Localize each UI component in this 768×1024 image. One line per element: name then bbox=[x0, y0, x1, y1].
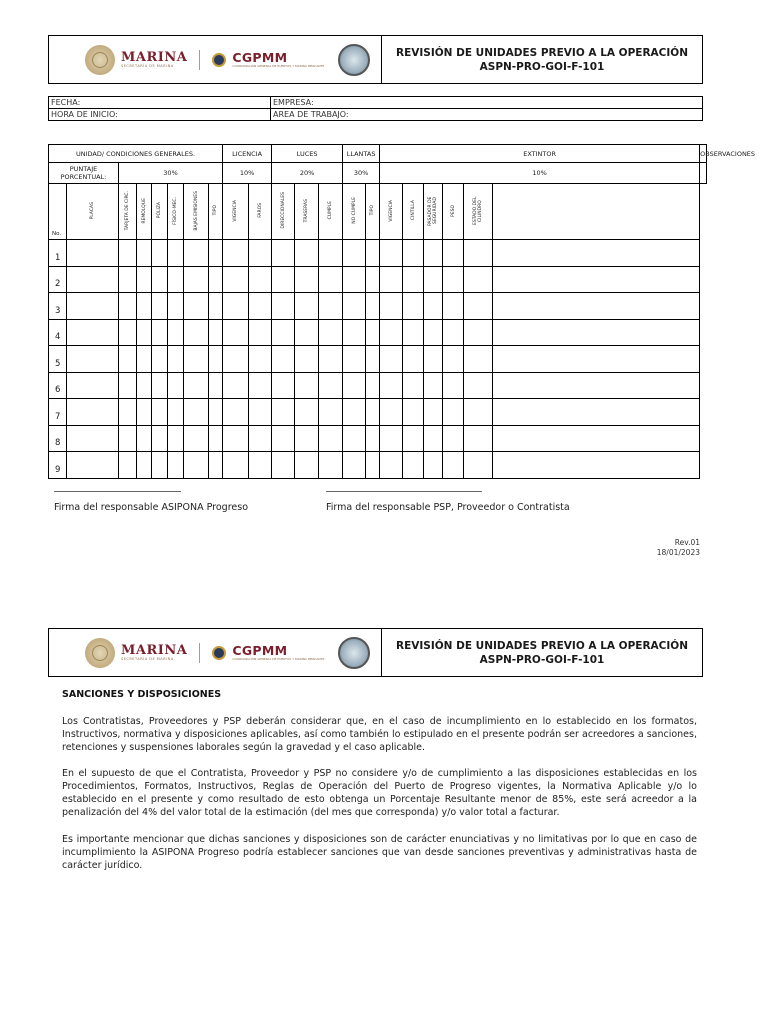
table-cell[interactable] bbox=[380, 452, 403, 479]
table-cell[interactable] bbox=[424, 346, 443, 373]
table-cell[interactable] bbox=[295, 240, 319, 267]
table-cell[interactable] bbox=[443, 399, 464, 426]
table-cell[interactable] bbox=[464, 452, 493, 479]
subheader-observaciones-blank bbox=[493, 184, 700, 240]
subheader-tipo-licencia: TIPO bbox=[209, 184, 223, 240]
table-cell[interactable] bbox=[184, 346, 209, 373]
revision-info bbox=[657, 538, 700, 558]
area-trabajo-field[interactable]: AREA DE TRABAJO: bbox=[271, 109, 703, 121]
table-cell[interactable] bbox=[443, 346, 464, 373]
table-cell[interactable] bbox=[249, 319, 272, 346]
table-cell[interactable] bbox=[168, 452, 184, 479]
table-cell[interactable] bbox=[119, 240, 137, 267]
table-cell[interactable] bbox=[343, 452, 366, 479]
table-cell[interactable] bbox=[209, 452, 223, 479]
table-cell[interactable] bbox=[209, 399, 223, 426]
document-title bbox=[382, 36, 702, 83]
table-cell[interactable] bbox=[319, 293, 343, 320]
signature-line-asipona bbox=[54, 491, 181, 492]
table-row bbox=[49, 372, 707, 399]
table-cell[interactable] bbox=[223, 399, 249, 426]
table-cell[interactable] bbox=[152, 452, 168, 479]
table-cell[interactable] bbox=[209, 372, 223, 399]
subheader-direccionales: DIRECCIONALES bbox=[272, 184, 295, 240]
table-cell[interactable] bbox=[137, 346, 152, 373]
table-cell[interactable] bbox=[67, 293, 119, 320]
pct-luces: 20% bbox=[272, 163, 343, 184]
table-cell[interactable] bbox=[343, 240, 366, 267]
table-cell[interactable] bbox=[366, 293, 380, 320]
title-line-1: REVISIÓN DE UNIDADES PREVIO A LA OPERACIÓN bbox=[396, 639, 688, 652]
table-cell[interactable] bbox=[184, 293, 209, 320]
table-cell[interactable] bbox=[295, 372, 319, 399]
table-cell[interactable] bbox=[168, 425, 184, 452]
table-cell[interactable] bbox=[295, 346, 319, 373]
table-cell[interactable] bbox=[272, 452, 295, 479]
subheader-no-cumple: NO CUMPLE bbox=[343, 184, 366, 240]
table-cell[interactable] bbox=[223, 346, 249, 373]
table-cell[interactable] bbox=[67, 346, 119, 373]
table-cell[interactable] bbox=[403, 425, 424, 452]
table-cell[interactable] bbox=[295, 266, 319, 293]
table-cell[interactable] bbox=[493, 346, 700, 373]
title-code: ASPN-PRO-GOI-F-101 bbox=[479, 653, 605, 666]
category-licencia: LICENCIA bbox=[223, 145, 272, 163]
category-extintor: EXTINTOR bbox=[380, 145, 700, 163]
table-cell[interactable] bbox=[119, 372, 137, 399]
marina-brand: MARINA bbox=[121, 642, 188, 658]
table-cell[interactable] bbox=[152, 346, 168, 373]
table-row bbox=[49, 266, 707, 293]
table-cell[interactable] bbox=[223, 372, 249, 399]
document-title-2 bbox=[382, 629, 702, 676]
table-row bbox=[49, 240, 707, 267]
category-llantas: LLANTAS bbox=[343, 145, 380, 163]
table-cell[interactable] bbox=[67, 240, 119, 267]
logo-divider bbox=[199, 643, 200, 663]
table-cell[interactable] bbox=[272, 319, 295, 346]
table-cell[interactable] bbox=[137, 319, 152, 346]
pct-llantas: 30% bbox=[343, 163, 380, 184]
table-cell[interactable] bbox=[152, 319, 168, 346]
table-cell[interactable] bbox=[424, 452, 443, 479]
sanctions-paragraph-2: En el supuesto de que el Contratista, Proveedor y PSP no considere y/o de cumplimiento a las disposiciones establecidas en los Procedimientos, Formatos, Instructivos, Reglas de Operación del Puerto de Progreso vigentes, la Normativa Aplicable y/o lo establecido en el presente y como resultado de esto obtenga un Porcentaje Resultante menor de 85%, este será acreedor a la penalización del 4% del valor total de la estimación (del mes que corresponda) y/o valor total a facturar. bbox=[62, 768, 697, 818]
table-cell[interactable] bbox=[380, 240, 403, 267]
table-cell[interactable] bbox=[249, 399, 272, 426]
logo-strip-2 bbox=[49, 629, 382, 676]
table-cell[interactable] bbox=[223, 452, 249, 479]
table-cell[interactable] bbox=[249, 293, 272, 320]
table-cell[interactable] bbox=[343, 372, 366, 399]
table-cell[interactable] bbox=[295, 399, 319, 426]
table-cell[interactable] bbox=[464, 319, 493, 346]
pct-licencia: 10% bbox=[223, 163, 272, 184]
table-cell[interactable] bbox=[319, 399, 343, 426]
row-number: 2 bbox=[49, 266, 67, 293]
logo-strip bbox=[49, 36, 382, 83]
inspection-table bbox=[48, 144, 756, 479]
table-cell[interactable] bbox=[184, 240, 209, 267]
table-cell[interactable] bbox=[443, 372, 464, 399]
subheader-poliza: PÓLIZA bbox=[152, 184, 168, 240]
table-cell[interactable] bbox=[493, 399, 700, 426]
table-cell[interactable] bbox=[137, 399, 152, 426]
sanctions-title: SANCIONES Y DISPOSICIONES bbox=[62, 689, 222, 700]
table-cell[interactable] bbox=[152, 240, 168, 267]
table-cell[interactable] bbox=[223, 319, 249, 346]
table-cell[interactable] bbox=[464, 346, 493, 373]
table-cell[interactable] bbox=[319, 425, 343, 452]
mexico-seal-icon bbox=[85, 45, 115, 75]
table-cell[interactable] bbox=[343, 293, 366, 320]
hora-inicio-field[interactable]: HORA DE INICIO: bbox=[49, 109, 271, 121]
subheader-bajas-emisiones: BAJAS EMISIONES bbox=[184, 184, 209, 240]
table-cell[interactable] bbox=[184, 399, 209, 426]
info-table bbox=[48, 96, 703, 121]
page1-header bbox=[48, 35, 703, 84]
table-cell[interactable] bbox=[119, 266, 137, 293]
cgpmm-subtitle: COORDINACIÓN GENERAL DE PUERTOS Y MARINA MERCANTE bbox=[232, 657, 325, 661]
no-label: No. bbox=[52, 231, 62, 237]
subheader-vigencia-licencia: VIGENCIA bbox=[223, 184, 249, 240]
subheader-fisico-mec: FÍSICO-MEC. bbox=[168, 184, 184, 240]
row-number: 4 bbox=[49, 319, 67, 346]
table-cell[interactable] bbox=[209, 346, 223, 373]
logo-divider bbox=[199, 50, 200, 70]
row-number: 3 bbox=[49, 293, 67, 320]
table-cell[interactable] bbox=[152, 293, 168, 320]
subheader-remolque: REMOLQUE bbox=[137, 184, 152, 240]
table-cell[interactable] bbox=[168, 399, 184, 426]
table-cell[interactable] bbox=[493, 266, 700, 293]
fecha-field[interactable]: FECHA: bbox=[49, 97, 271, 109]
table-cell[interactable] bbox=[493, 425, 700, 452]
table-cell[interactable] bbox=[249, 266, 272, 293]
table-cell[interactable] bbox=[319, 346, 343, 373]
table-cell[interactable] bbox=[319, 372, 343, 399]
table-cell[interactable] bbox=[443, 452, 464, 479]
table-cell[interactable] bbox=[223, 425, 249, 452]
table-cell[interactable] bbox=[464, 293, 493, 320]
signature-label-psp: Firma del responsable PSP, Proveedor o Contratista bbox=[326, 502, 570, 513]
table-cell[interactable] bbox=[137, 240, 152, 267]
table-cell[interactable] bbox=[464, 372, 493, 399]
table-cell[interactable] bbox=[366, 240, 380, 267]
table-cell[interactable] bbox=[168, 346, 184, 373]
subheader-cumple: CUMPLE bbox=[319, 184, 343, 240]
table-cell[interactable] bbox=[403, 346, 424, 373]
table-cell[interactable] bbox=[295, 293, 319, 320]
table-cell[interactable] bbox=[272, 372, 295, 399]
subheader-pasador: PASADOR DE SEGURIDAD bbox=[424, 184, 443, 240]
table-cell[interactable] bbox=[67, 266, 119, 293]
table-cell[interactable] bbox=[464, 266, 493, 293]
row-number: 8 bbox=[49, 425, 67, 452]
table-cell[interactable] bbox=[272, 346, 295, 373]
table-cell[interactable] bbox=[403, 319, 424, 346]
table-cell[interactable] bbox=[295, 452, 319, 479]
table-cell[interactable] bbox=[343, 425, 366, 452]
table-cell[interactable] bbox=[137, 425, 152, 452]
table-cell[interactable] bbox=[493, 293, 700, 320]
table-cell[interactable] bbox=[209, 425, 223, 452]
table-cell[interactable] bbox=[168, 319, 184, 346]
table-cell[interactable] bbox=[319, 319, 343, 346]
table-cell[interactable] bbox=[119, 319, 137, 346]
table-cell[interactable] bbox=[424, 372, 443, 399]
table-cell[interactable] bbox=[272, 425, 295, 452]
table-cell[interactable] bbox=[249, 452, 272, 479]
table-cell[interactable] bbox=[464, 399, 493, 426]
table-cell[interactable] bbox=[493, 372, 700, 399]
table-cell[interactable] bbox=[464, 240, 493, 267]
table-cell[interactable] bbox=[249, 240, 272, 267]
table-cell[interactable] bbox=[424, 266, 443, 293]
table-cell[interactable] bbox=[380, 293, 403, 320]
mexico-seal-icon bbox=[85, 638, 115, 668]
table-cell[interactable] bbox=[223, 293, 249, 320]
sanctions-paragraph-3: Es importante mencionar que dichas sanciones y disposiciones son de carácter enunciativas y no limitativas por lo que en caso de incumplimiento la ASIPONA Progreso podría establecer sanciones que van desde sanciones preventivas y administrativas hasta de carácter jurídico. bbox=[62, 834, 697, 871]
row-number: 9 bbox=[49, 452, 67, 479]
marina-subtitle: SECRETARÍA DE MARINA bbox=[121, 63, 174, 68]
table-cell[interactable] bbox=[380, 399, 403, 426]
table-cell[interactable] bbox=[343, 399, 366, 426]
marina-logo bbox=[121, 51, 187, 69]
table-cell[interactable] bbox=[137, 293, 152, 320]
table-cell[interactable] bbox=[184, 266, 209, 293]
marina-logo-2 bbox=[121, 644, 187, 662]
table-cell[interactable] bbox=[366, 319, 380, 346]
table-cell[interactable] bbox=[366, 399, 380, 426]
table-cell[interactable] bbox=[272, 240, 295, 267]
table-row bbox=[49, 346, 707, 373]
table-cell[interactable] bbox=[137, 372, 152, 399]
port-seal-icon bbox=[338, 44, 370, 76]
table-cell[interactable] bbox=[137, 452, 152, 479]
table-cell[interactable] bbox=[403, 293, 424, 320]
table-cell[interactable] bbox=[319, 452, 343, 479]
subheader-placas: PLACAS bbox=[67, 184, 119, 240]
table-cell[interactable] bbox=[168, 293, 184, 320]
table-cell[interactable] bbox=[380, 372, 403, 399]
table-cell[interactable] bbox=[223, 240, 249, 267]
table-row bbox=[49, 425, 707, 452]
subheader-vigencia-extintor: VIGENCIA bbox=[380, 184, 403, 240]
port-seal-icon bbox=[338, 637, 370, 669]
table-row bbox=[49, 293, 707, 320]
table-cell[interactable] bbox=[249, 425, 272, 452]
table-cell[interactable] bbox=[209, 293, 223, 320]
pct-unidad: 30% bbox=[119, 163, 223, 184]
category-luces: LUCES bbox=[272, 145, 343, 163]
table-cell[interactable] bbox=[366, 346, 380, 373]
category-observaciones: OBSERVACIONES bbox=[700, 145, 707, 163]
cgpmm-subtitle: COORDINACIÓN GENERAL DE PUERTOS Y MARINA MERCANTE bbox=[232, 64, 325, 68]
table-cell[interactable] bbox=[295, 319, 319, 346]
signature-line-psp bbox=[326, 491, 482, 492]
table-cell[interactable] bbox=[272, 293, 295, 320]
table-cell[interactable] bbox=[424, 425, 443, 452]
subheader-estado-cilindro: ESTADO DEL CILINDRO bbox=[464, 184, 493, 240]
table-cell[interactable] bbox=[168, 240, 184, 267]
table-cell[interactable] bbox=[380, 266, 403, 293]
table-cell[interactable] bbox=[152, 425, 168, 452]
table-cell[interactable] bbox=[209, 240, 223, 267]
table-cell[interactable] bbox=[366, 425, 380, 452]
table-cell[interactable] bbox=[319, 266, 343, 293]
table-cell[interactable] bbox=[403, 372, 424, 399]
subheader-cintilla: CINTILLA bbox=[403, 184, 424, 240]
revision-date: 18/01/2023 bbox=[656, 548, 700, 557]
table-cell[interactable] bbox=[443, 266, 464, 293]
cgpmm-logo-2 bbox=[232, 644, 324, 661]
data-rows bbox=[49, 240, 707, 479]
table-cell[interactable] bbox=[424, 240, 443, 267]
pct-extintor: 10% bbox=[380, 163, 700, 184]
table-cell[interactable] bbox=[424, 293, 443, 320]
row-number: 7 bbox=[49, 399, 67, 426]
table-cell[interactable] bbox=[380, 319, 403, 346]
table-cell[interactable] bbox=[249, 346, 272, 373]
table-cell[interactable] bbox=[184, 372, 209, 399]
table-cell[interactable] bbox=[443, 240, 464, 267]
row-number: 5 bbox=[49, 346, 67, 373]
empresa-field[interactable]: EMPRESA: bbox=[271, 97, 703, 109]
table-row bbox=[49, 399, 707, 426]
table-cell[interactable] bbox=[493, 240, 700, 267]
table-cell[interactable] bbox=[464, 425, 493, 452]
table-cell[interactable] bbox=[119, 425, 137, 452]
table-cell[interactable] bbox=[67, 452, 119, 479]
table-row bbox=[49, 319, 707, 346]
subheader-faros: FAROS bbox=[249, 184, 272, 240]
table-cell[interactable] bbox=[443, 319, 464, 346]
table-cell[interactable] bbox=[119, 346, 137, 373]
table-cell[interactable] bbox=[366, 452, 380, 479]
anchor-icon bbox=[212, 646, 226, 660]
table-cell[interactable] bbox=[380, 425, 403, 452]
table-cell[interactable] bbox=[67, 372, 119, 399]
table-cell[interactable] bbox=[223, 266, 249, 293]
table-cell[interactable] bbox=[168, 266, 184, 293]
table-cell[interactable] bbox=[67, 319, 119, 346]
table-cell[interactable] bbox=[403, 399, 424, 426]
table-cell[interactable] bbox=[152, 266, 168, 293]
table-cell[interactable] bbox=[366, 372, 380, 399]
table-cell[interactable] bbox=[343, 266, 366, 293]
table-cell[interactable] bbox=[319, 240, 343, 267]
row-number: 1 bbox=[49, 240, 67, 267]
puntaje-label: PUNTAJE PORCENTUAL: bbox=[49, 163, 119, 184]
page2-header bbox=[48, 628, 703, 677]
title-line-1: REVISIÓN DE UNIDADES PREVIO A LA OPERACIÓN bbox=[396, 46, 688, 59]
table-cell[interactable] bbox=[272, 266, 295, 293]
pct-observaciones bbox=[700, 163, 707, 184]
table-cell[interactable] bbox=[67, 399, 119, 426]
no-header bbox=[49, 184, 67, 240]
cgpmm-logo bbox=[232, 51, 324, 68]
table-cell[interactable] bbox=[443, 293, 464, 320]
table-cell[interactable] bbox=[168, 372, 184, 399]
category-unidad: UNIDAD/ CONDICIONES GENERALES. bbox=[49, 145, 223, 163]
title-code: ASPN-PRO-GOI-F-101 bbox=[479, 60, 605, 73]
revision-number: Rev.01 bbox=[674, 538, 700, 547]
table-cell[interactable] bbox=[295, 425, 319, 452]
table-cell[interactable] bbox=[493, 452, 700, 479]
table-cell[interactable] bbox=[403, 452, 424, 479]
table-cell[interactable] bbox=[249, 372, 272, 399]
table-cell[interactable] bbox=[209, 319, 223, 346]
sanctions-paragraph-1: Los Contratistas, Proveedores y PSP deberán considerar que, en el caso de incumplimiento en lo establecido en los formatos, Instructivos, normativa y disposiciones aplicables, así como también lo estipulado en el presente podrán ser acreedores a sanciones, retenciones y suspensiones laborales según la gravedad y el caso aplicable. bbox=[62, 716, 697, 753]
marina-subtitle: SECRETARÍA DE MARINA bbox=[121, 656, 174, 661]
table-row bbox=[49, 452, 707, 479]
table-cell[interactable] bbox=[403, 266, 424, 293]
table-cell[interactable] bbox=[152, 372, 168, 399]
table-cell[interactable] bbox=[67, 425, 119, 452]
signature-label-asipona: Firma del responsable ASIPONA Progreso bbox=[54, 502, 249, 513]
table-cell[interactable] bbox=[403, 240, 424, 267]
subheader-tarjeta: TARJETA DE CIRC. bbox=[119, 184, 137, 240]
table-cell[interactable] bbox=[137, 266, 152, 293]
table-cell[interactable] bbox=[343, 346, 366, 373]
table-cell[interactable] bbox=[380, 346, 403, 373]
table-cell[interactable] bbox=[443, 425, 464, 452]
table-cell[interactable] bbox=[272, 399, 295, 426]
subheader-peso: PESO bbox=[443, 184, 464, 240]
table-cell[interactable] bbox=[184, 425, 209, 452]
subheader-tipo-extintor: TIPO bbox=[366, 184, 380, 240]
table-cell[interactable] bbox=[184, 452, 209, 479]
anchor-icon bbox=[212, 53, 226, 67]
table-cell[interactable] bbox=[343, 319, 366, 346]
row-number: 6 bbox=[49, 372, 67, 399]
table-cell[interactable] bbox=[493, 319, 700, 346]
cgpmm-brand: CGPMM bbox=[232, 50, 288, 65]
table-cell[interactable] bbox=[184, 319, 209, 346]
cgpmm-brand: CGPMM bbox=[232, 643, 288, 658]
table-cell[interactable] bbox=[209, 266, 223, 293]
table-cell[interactable] bbox=[119, 399, 137, 426]
table-cell[interactable] bbox=[366, 266, 380, 293]
table-cell[interactable] bbox=[424, 399, 443, 426]
table-cell[interactable] bbox=[119, 452, 137, 479]
table-cell[interactable] bbox=[424, 319, 443, 346]
marina-brand: MARINA bbox=[121, 49, 188, 65]
subheader-traseras: TRASERAS bbox=[295, 184, 319, 240]
table-cell[interactable] bbox=[119, 293, 137, 320]
table-cell[interactable] bbox=[152, 399, 168, 426]
